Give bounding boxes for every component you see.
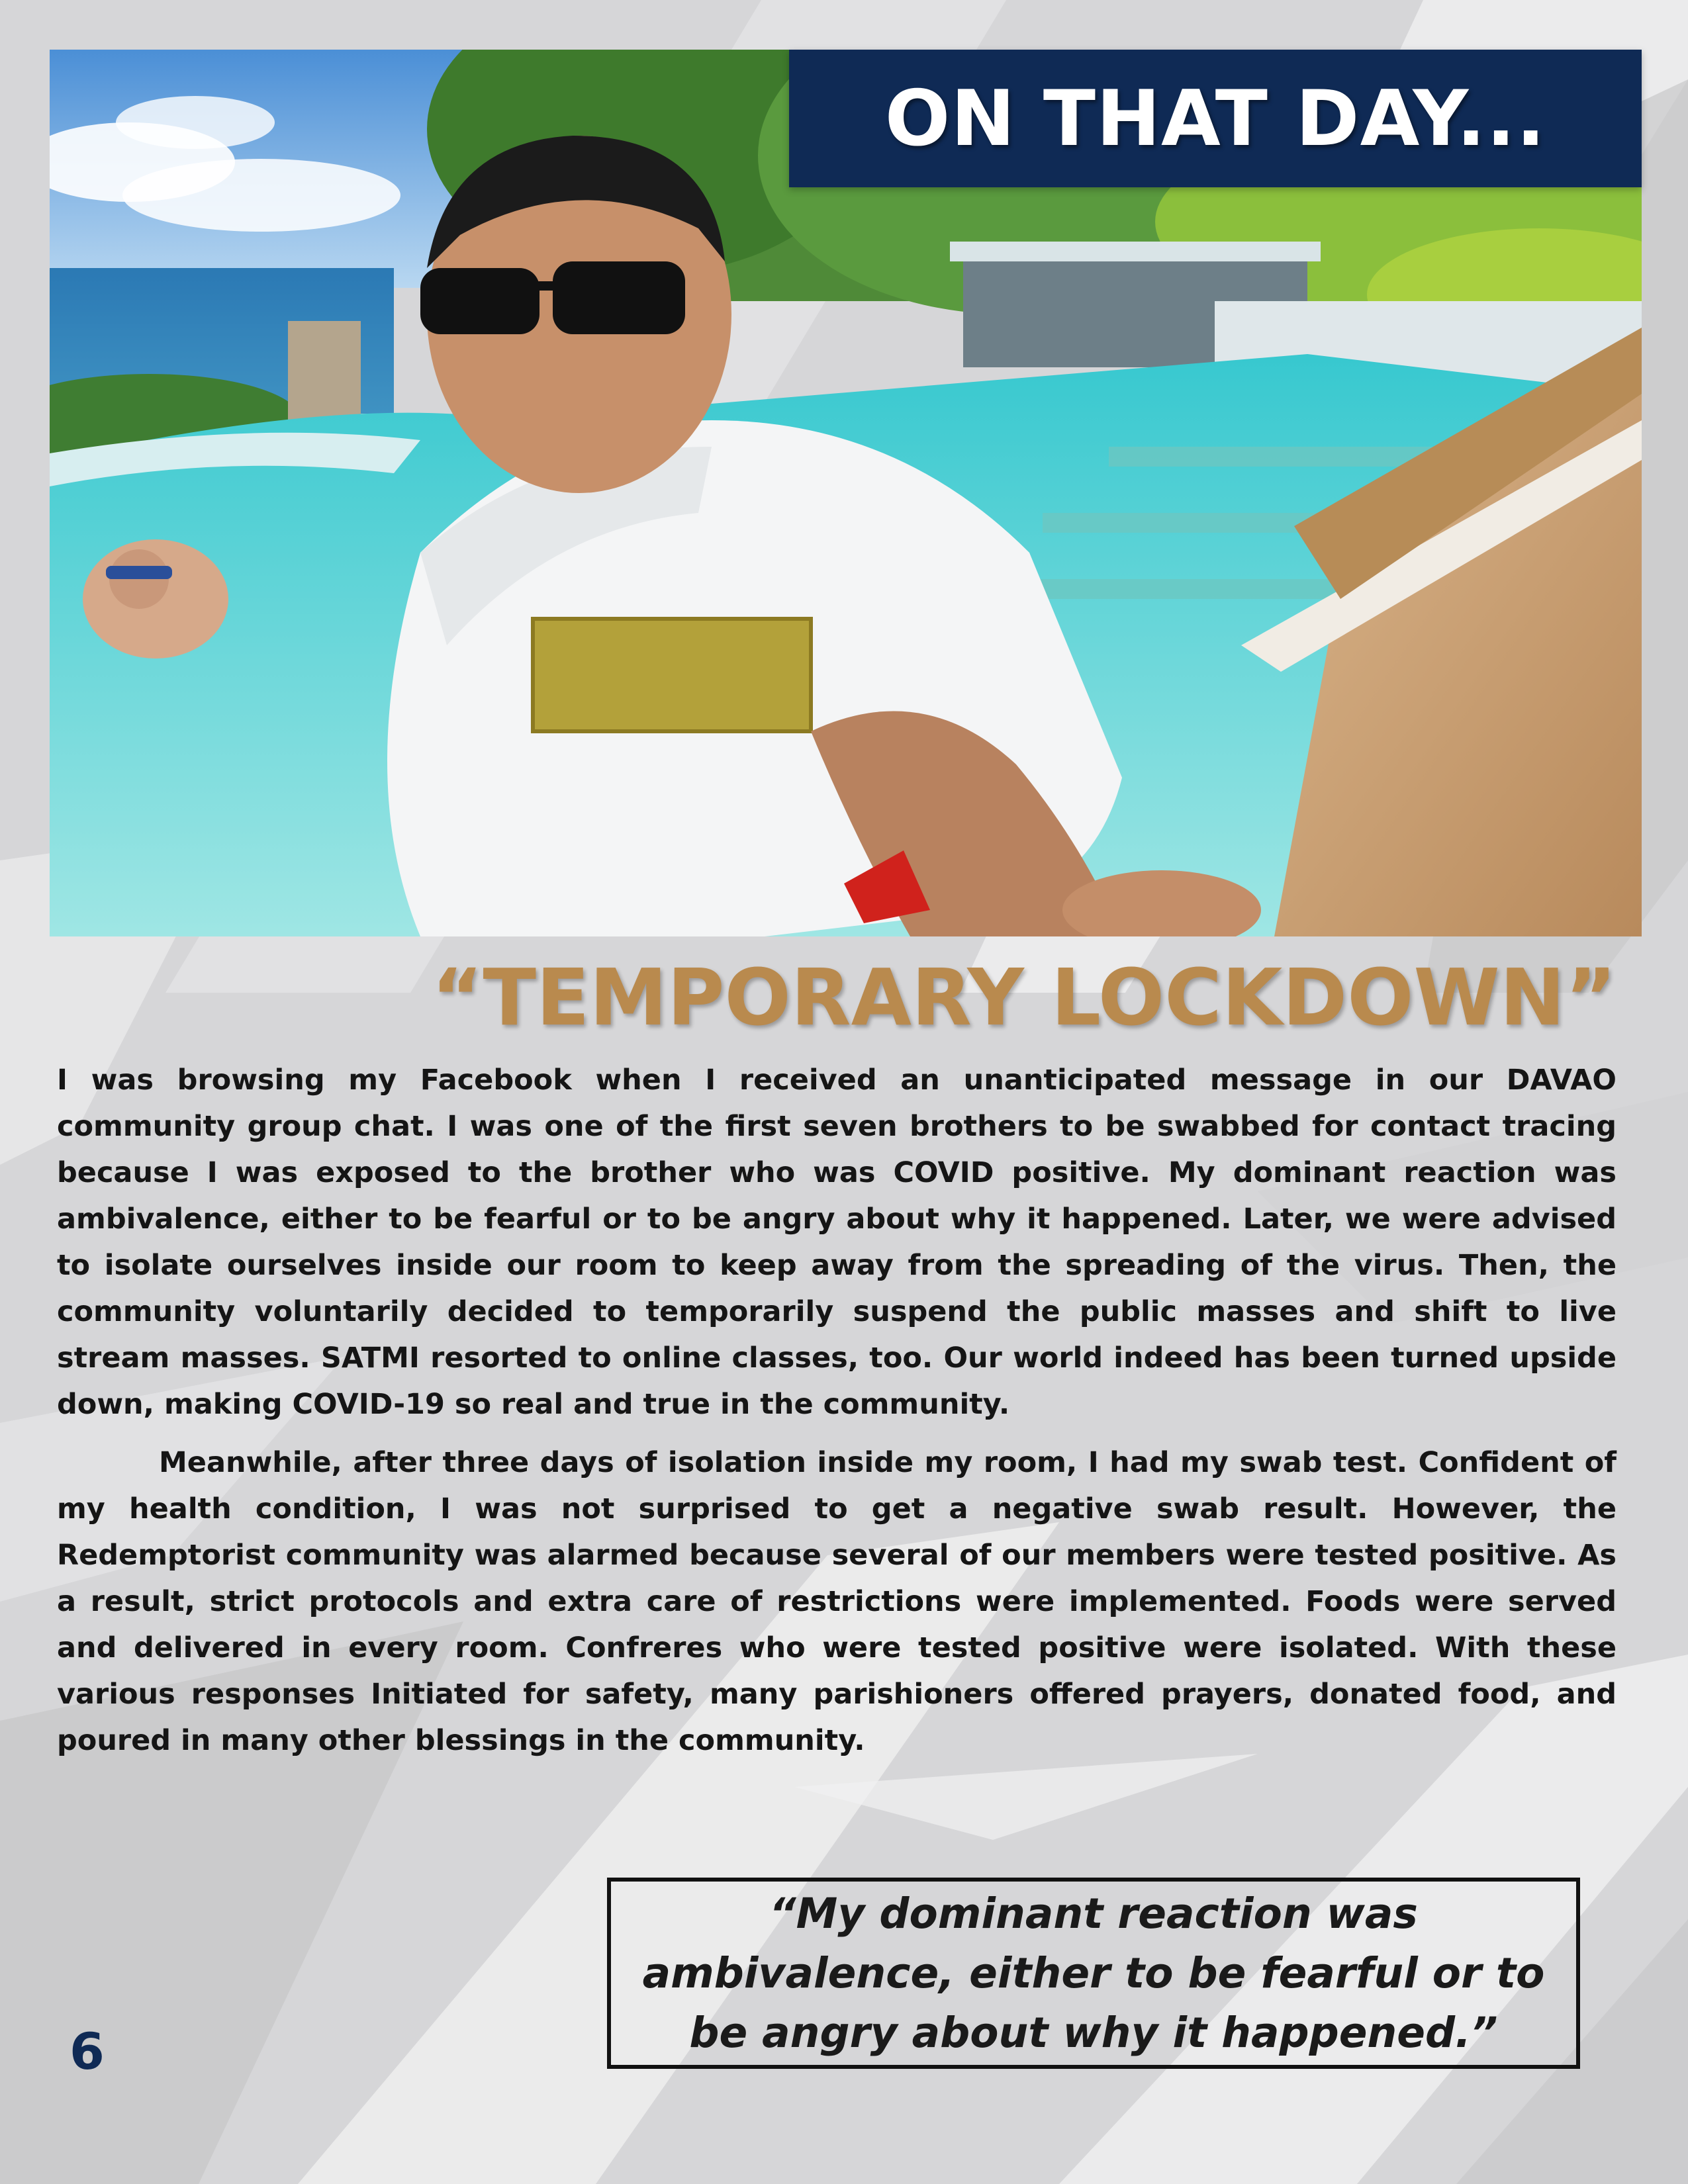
article-title: “TEMPORARY LOCKDOWN” (431, 952, 1617, 1043)
page-number: 6 (70, 2022, 105, 2081)
banner-title: ON THAT DAY... (884, 73, 1546, 163)
article-paragraph: Meanwhile, after three days of isolation inside my room, I had my swab test. Confident of my health condition, I was not surprised to get a negative swab result. However, the Redemptorist community was alarmed because several of our members were tested positive. As a result, strict protocols and extra care of restrictions were implemented. Foods were served and delivered in every room. Confreres who were tested positive were isolated. With these various responses Initiated for safety, many parishioners offered prayers, donated food, and poured in many other blessings in the community. (57, 1446, 1617, 1757)
pull-quote-text: “My dominant reaction was ambivalence, either to be fearful or to be angry about why it happened.” (642, 1889, 1545, 2057)
article-body (57, 1057, 1617, 1764)
header-banner (789, 50, 1642, 187)
pull-quote-box (607, 1878, 1580, 2069)
article-paragraph: I was browsing my Facebook when I received an unanticipated message in our DAVAO community group chat. I was one of the first seven brothers to be swabbed for contact tracing because I was exposed to the brother who was COVID positive. My dominant reaction was ambivalence, either to be fearful or to be angry about why it happened. Later, we were advised to isolate ourselves inside our room to keep away from the spreading of the virus. Then, the community voluntarily decided to temporarily suspend the public masses and shift to live stream masses. SATMI resorted to online classes, too. Our world indeed has been turned upside down, making COVID-19 so real and true in the community. (57, 1064, 1617, 1421)
